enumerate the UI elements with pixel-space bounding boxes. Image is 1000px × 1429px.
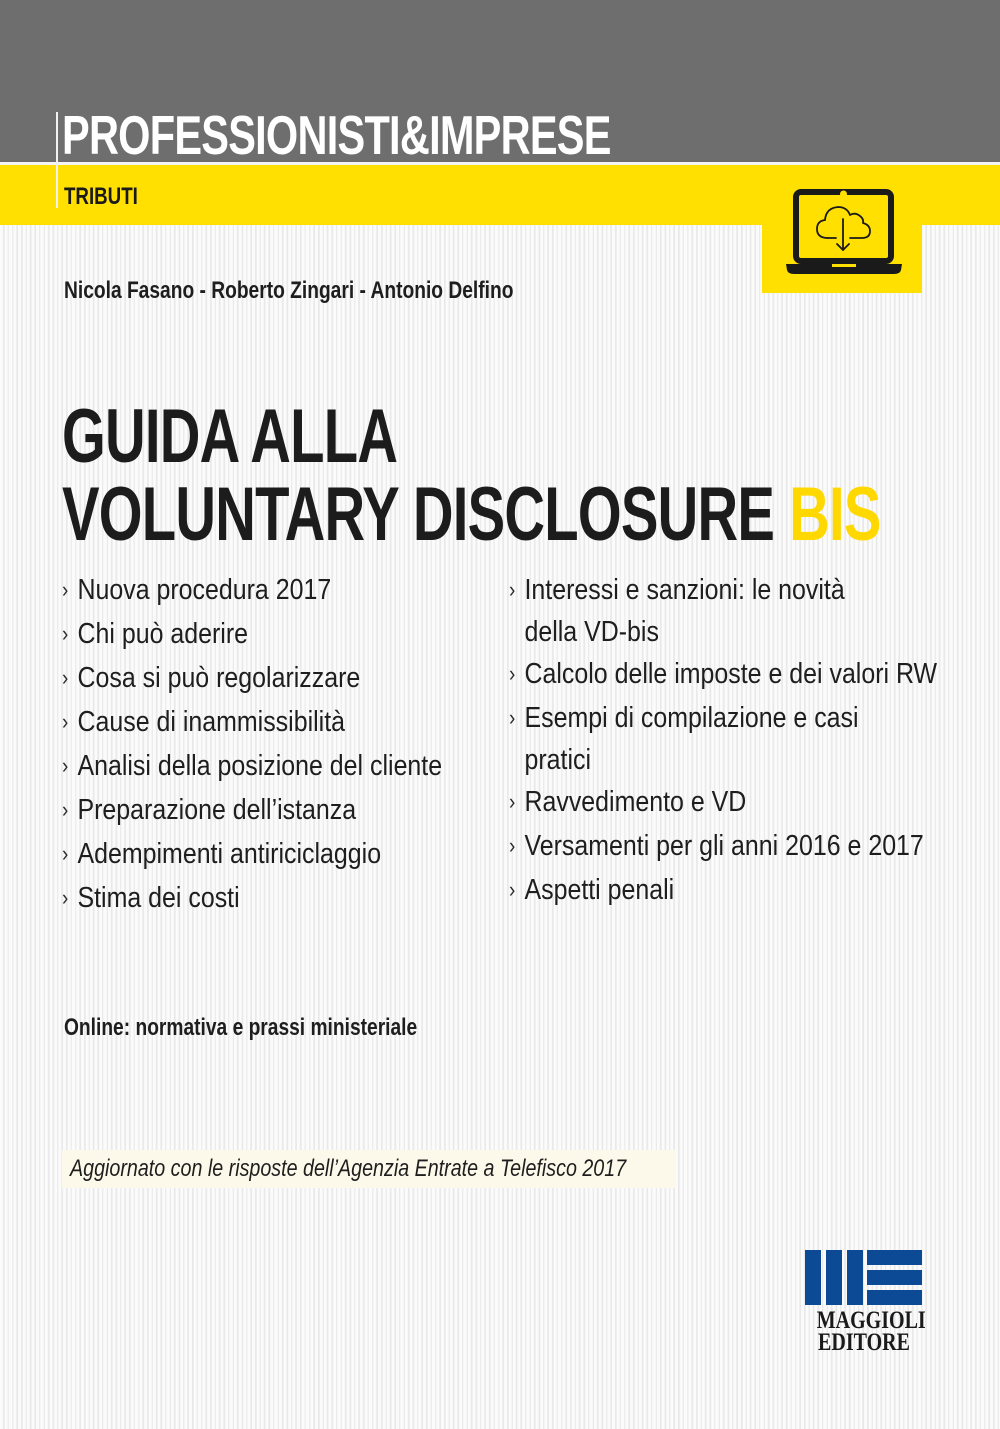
list-item: › Cause di inammissibilità [62,700,442,744]
chevron-right-icon: › [509,705,516,730]
chevron-right-icon: › [509,833,516,858]
authors: Nicola Fasano - Roberto Zingari - Antonio Delfino [64,277,514,304]
logo-bar-icon [867,1270,922,1285]
chevron-right-icon: › [62,665,69,690]
chevron-right-icon: › [62,621,69,646]
online-note: Online: normativa e prassi ministeriale [64,1014,418,1041]
chevron-right-icon: › [509,661,516,686]
list-item: › Chi può aderire [62,612,442,656]
list-item: › Versamenti per gli anni 2016 e 2017 [509,824,937,868]
list-item: › Analisi della posizione del cliente [62,744,442,788]
logo-bar-icon [805,1250,821,1305]
title-highlight-bis: BIS [789,472,881,557]
contents-list-right [509,568,1000,912]
logo-bar-icon [867,1290,922,1305]
update-banner-text: Aggiornato con le risposte dell’Agenzia Entrate a Telefisco 2017 [70,1155,627,1182]
list-item: › Cosa si può regolarizzare [62,656,442,700]
logo-bar-icon [826,1250,842,1305]
laptop-cloud-download-icon [784,186,904,276]
series-subtitle: TRIBUTI [64,183,138,210]
chevron-right-icon: › [509,789,516,814]
update-banner [62,1150,676,1188]
list-item: › Calcolo delle imposte e dei valori RW [509,652,937,696]
chevron-right-icon: › [509,577,516,602]
contents-list-left [62,568,504,920]
publisher-name: MAGGIOLI [816,1307,926,1334]
list-item: › Aspetti penali [509,868,937,912]
chevron-right-icon: › [62,753,69,778]
publisher-logo [805,1250,926,1356]
chevron-right-icon: › [62,797,69,822]
list-item: › Stima dei costi [62,876,442,920]
chevron-right-icon: › [62,709,69,734]
title-line-1: GUIDA ALLA [62,394,398,479]
title-line-2-text: VOLUNTARY DISCLOSURE [62,472,775,557]
chevron-right-icon: › [62,885,69,910]
vertical-rule [56,112,58,208]
list-item: › Nuova procedura 2017 [62,568,442,612]
chevron-right-icon: › [509,877,516,902]
title-line-2 [62,472,881,557]
list-item: › Interessi e sanzioni: le novità della VD-bis [509,568,937,652]
list-item: › Ravvedimento e VD [509,780,937,824]
logo-bar-icon [867,1250,922,1265]
chevron-right-icon: › [62,577,69,602]
book-title [62,394,881,557]
publisher-subname: EDITORE [818,1329,910,1356]
list-item: › Esempi di compilazione e casi pratici [509,696,937,780]
list-item: › Adempimenti antiriciclaggio [62,832,442,876]
logo-bar-icon [847,1250,863,1305]
list-item: › Preparazione dell’istanza [62,788,442,832]
chevron-right-icon: › [62,841,69,866]
series-title: PROFESSIONISTI&IMPRESE [62,104,611,166]
